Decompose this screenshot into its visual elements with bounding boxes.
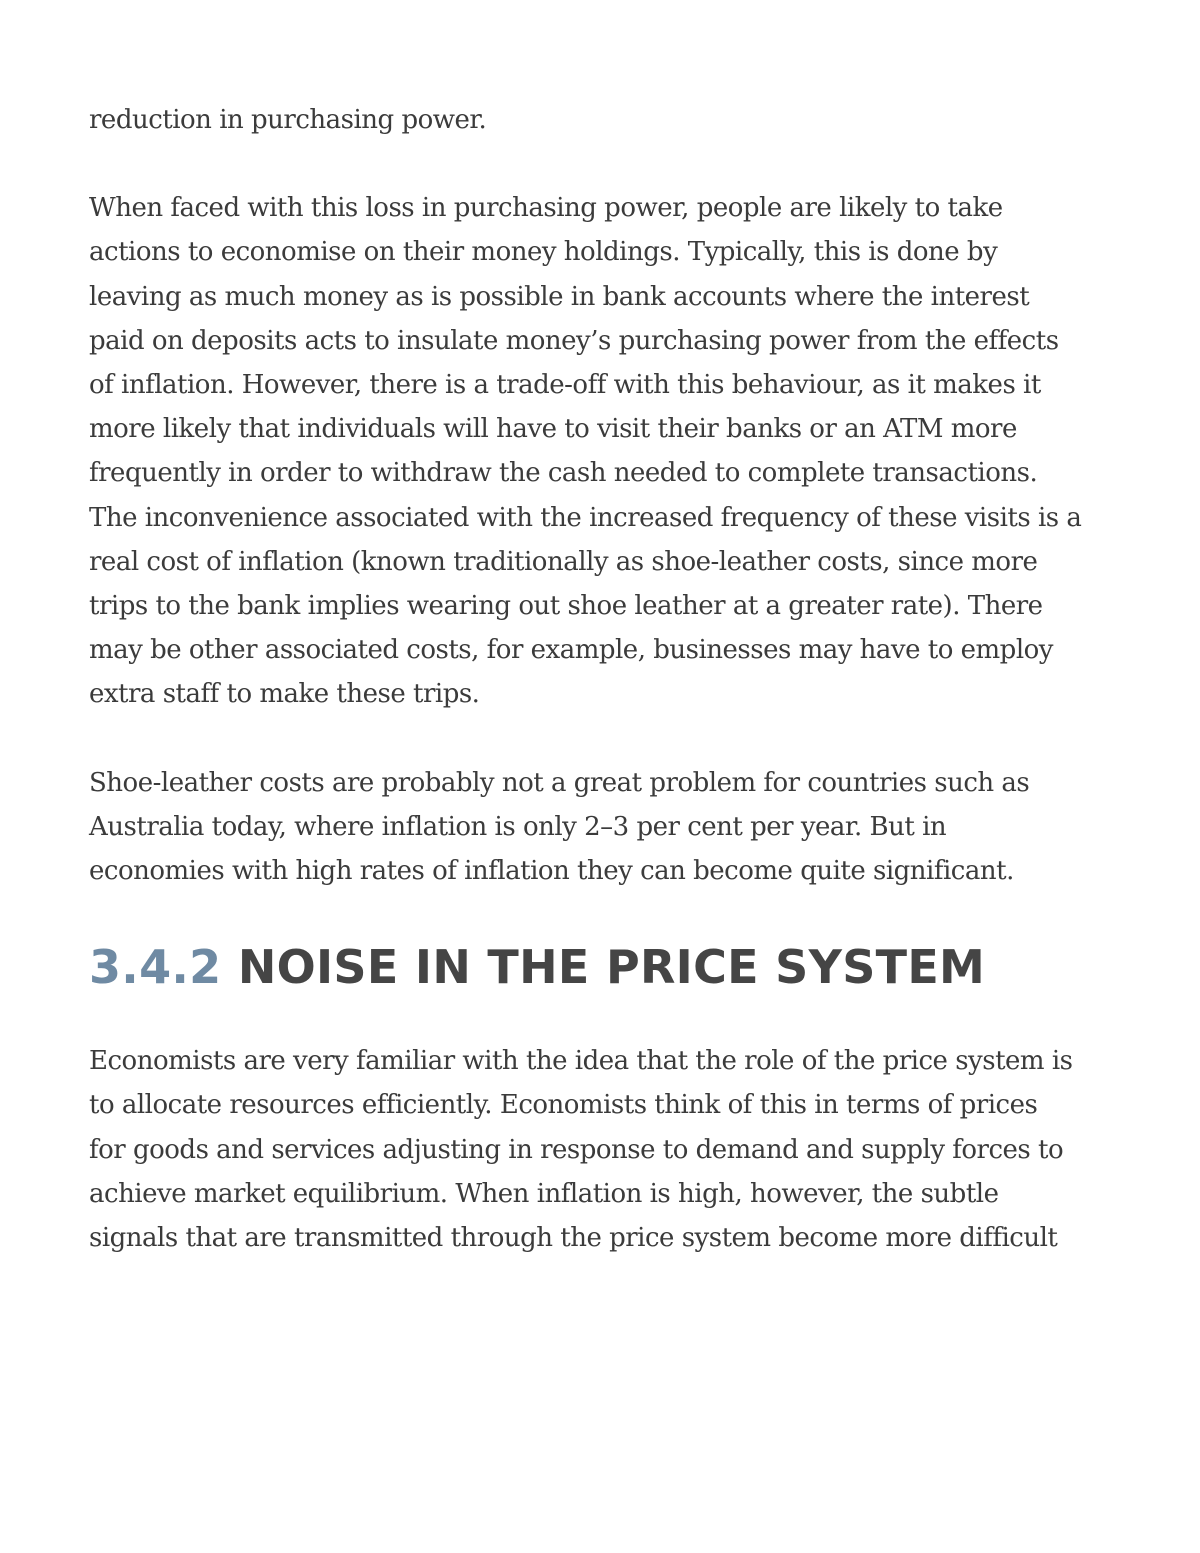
section-title: NOISE IN THE PRICE SYSTEM [237, 940, 986, 995]
text-line: for goods and services adjusting in response to demand and supply forces to [89, 1134, 1064, 1165]
text-line: Economists are very familiar with the idea that the role of the price system is [89, 1046, 1073, 1077]
text-line: Australia today, where inflation is only 2–3 per cent per year. But in [89, 811, 947, 842]
paragraph-purchasing-power [89, 186, 1119, 716]
text-line: When faced with this loss in purchasing power, people are likely to take [89, 193, 1003, 224]
text-line: real cost of inflation (known traditionally as shoe-leather costs, since more [89, 546, 1038, 577]
paragraph-gap [89, 717, 1119, 761]
text-line: extra staff to make these trips. [89, 679, 480, 710]
paragraph-price-system [89, 1039, 1119, 1260]
paragraph-shoe-leather [89, 761, 1119, 894]
text-line: actions to economise on their money holdings. Typically, this is done by [89, 237, 998, 268]
text-line: signals that are transmitted through the price system become more difficult [89, 1223, 1058, 1254]
text-line: economies with high rates of inflation they can become quite significant. [89, 856, 1014, 887]
text-line: achieve market equilibrium. When inflation is high, however, the subtle [89, 1178, 999, 1209]
section-heading [89, 937, 1119, 997]
paragraph-intro [89, 98, 1119, 142]
section-number: 3.4.2 [89, 940, 222, 995]
text-line: of inflation. However, there is a trade-off with this behaviour, as it makes it [89, 370, 1041, 401]
paragraph-gap [89, 142, 1119, 186]
text-line: may be other associated costs, for example, businesses may have to employ [89, 635, 1053, 666]
text-line: paid on deposits acts to insulate money’s purchasing power from the effects [89, 325, 1059, 356]
text-line: Shoe-leather costs are probably not a great problem for countries such as [89, 767, 1030, 798]
text-line: more likely that individuals will have to visit their banks or an ATM more [89, 414, 1017, 445]
text-line: reduction in purchasing power. [89, 105, 487, 135]
heading-gap [89, 893, 1119, 937]
text-line: The inconvenience associated with the increased frequency of these visits is a [89, 502, 1082, 533]
document-page [89, 98, 1119, 1260]
heading-gap [89, 997, 1119, 1039]
text-line: frequently in order to withdraw the cash needed to complete transactions. [89, 458, 1038, 489]
text-line: leaving as much money as is possible in bank accounts where the interest [89, 281, 1030, 312]
text-line: to allocate resources efficiently. Economists think of this in terms of prices [89, 1090, 1038, 1121]
text-line: trips to the bank implies wearing out shoe leather at a greater rate). There [89, 591, 1043, 622]
